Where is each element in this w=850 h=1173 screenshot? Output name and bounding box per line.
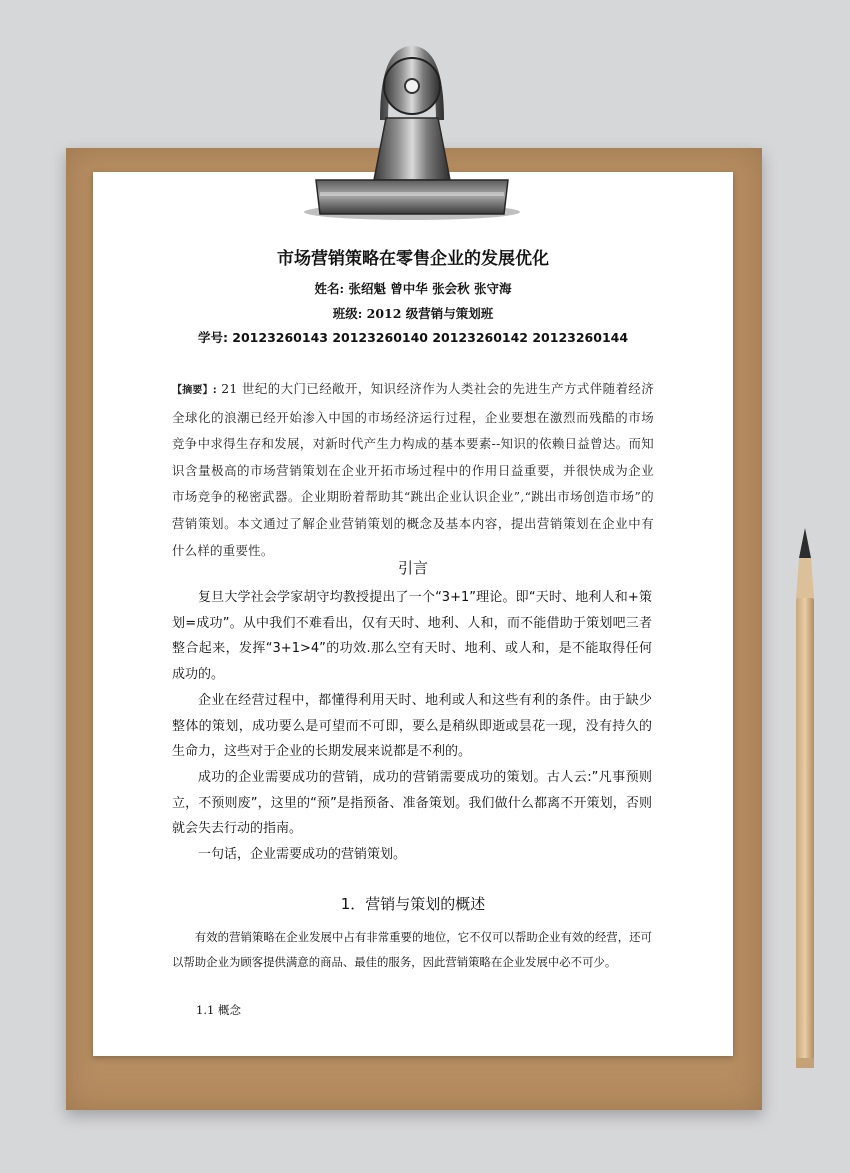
intro-body — [172, 585, 652, 868]
binder-clip-icon — [300, 42, 525, 224]
student-ids: 学号: 20123260143 20123260140 20123260142 20123260144 — [197, 330, 629, 345]
abstract-label: 【摘要】: — [172, 385, 217, 396]
intro-paragraph: 一句话，企业需要成功的营销策划。 — [198, 847, 407, 863]
intro-paragraph: 复旦大学社会学家胡守均教授提出了一个“3+1”理论。即“天时、地利人和+策划=成功”。从中我们不难看出，仅有天时、地利、人和，而不能借助于策划吧三者整合起来，发挥“3+1>4”的功效.那么空有天时、地利、或人和，是不能取得任何成功的。 — [172, 590, 652, 683]
intro-heading: 引言 — [397, 559, 428, 577]
subsection-heading: 1.1 概念 — [196, 1003, 241, 1017]
class-info: 班级: 2012 级营销与策划班 — [332, 306, 494, 321]
section-1-heading: 1．营销与策划的概述 — [340, 895, 486, 913]
intro-paragraph: 企业在经营过程中，都懂得利用天时、地利或人和这些有利的条件。由于缺少整体的策划，成功要么是可望而不可即，要么是稍纵即逝或昙花一现，没有持久的生命力，这些对于企业的长期发展来说都是不利的。 — [172, 692, 652, 760]
abstract-paragraph — [172, 376, 654, 564]
author-names: 姓名: 张绍魁 曾中华 张会秋 张守海 — [314, 281, 512, 296]
intro-paragraph: 成功的企业需要成功的营销，成功的营销需要成功的策划。古人云:”凡事预则立，不预则废”，这里的“预”是指预备、准备策划。我们做什么都离不开策划，否则就会失去行动的指南。 — [172, 769, 652, 837]
abstract-text: 21 世纪的大门已经敞开，知识经济作为人类社会的先进生产方式伴随着经济全球化的浪潮已经开始渗入中国的市场经济运行过程，企业要想在激烈而残酷的市场竞争中求得生存和发展，对新时代产生力构成的基本要素--知识的依赖日益曾达。而知识含量极高的市场营销策划在企业开拓市场过程中的作用日益重要，并很快成为企业市场竞争的秘密武器。企业期盼着帮助其“跳出企业认识企业”,“跳出市场创造市场”的营销策划。本文通过了解企业营销策划的概念及基本内容，提出营销策划在企业中有什么样的重要性。 — [172, 381, 654, 558]
section-1-text: 有效的营销策略在企业发展中占有非常重要的地位，它不仅可以帮助企业有效的经营，还可以帮助企业为顾客提供满意的商品、最佳的服务，因此营销策略在企业发展中必不可少。 — [172, 930, 652, 969]
pencil-icon — [790, 528, 820, 1073]
document-title: 市场营销策略在零售企业的发展优化 — [277, 249, 549, 269]
